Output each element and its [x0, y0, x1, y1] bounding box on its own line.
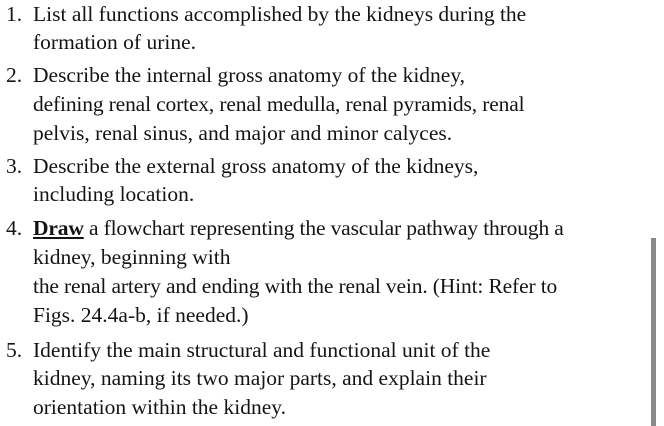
page-edge-shadow — [651, 238, 656, 426]
question-text-line: Figs. 24.4a-b, if needed.) — [33, 303, 249, 327]
question-text-line: Describe the internal gross anatomy of the kidney, — [33, 63, 466, 87]
question-text-line: defining renal cortex, renal medulla, renal pyramids, renal — [33, 92, 525, 116]
question-number: 2. — [6, 63, 23, 87]
question-text-line: Describe the external gross anatomy of the kidneys, — [33, 154, 479, 178]
question-text-line: kidney, beginning with — [33, 245, 231, 269]
question-text-line: pelvis, renal sinus, and major and minor calyces. — [33, 121, 453, 145]
question-number: 5. — [6, 338, 23, 362]
question-text-line: kidney, naming its two major parts, and explain their — [33, 366, 487, 390]
question-number: 4. — [6, 216, 23, 240]
question-text-line: orientation within the kidney. — [33, 395, 286, 419]
question-text-line: the renal artery and ending with the renal vein. (Hint: Refer to — [33, 274, 558, 298]
question-text-line: including location. — [33, 182, 195, 206]
question-number: 3. — [6, 154, 23, 178]
question-number: 1. — [6, 2, 23, 26]
question-text-line — [33, 214, 564, 243]
draw-emphasis: Draw — [33, 216, 84, 240]
question-text-segment: a flowchart representing the vascular pathway through a — [83, 216, 564, 240]
question-text-line: formation of urine. — [33, 30, 196, 54]
question-text-line: Identify the main structural and functional unit of the — [33, 338, 491, 362]
question-text-line: List all functions accomplished by the kidneys during the — [33, 2, 527, 26]
